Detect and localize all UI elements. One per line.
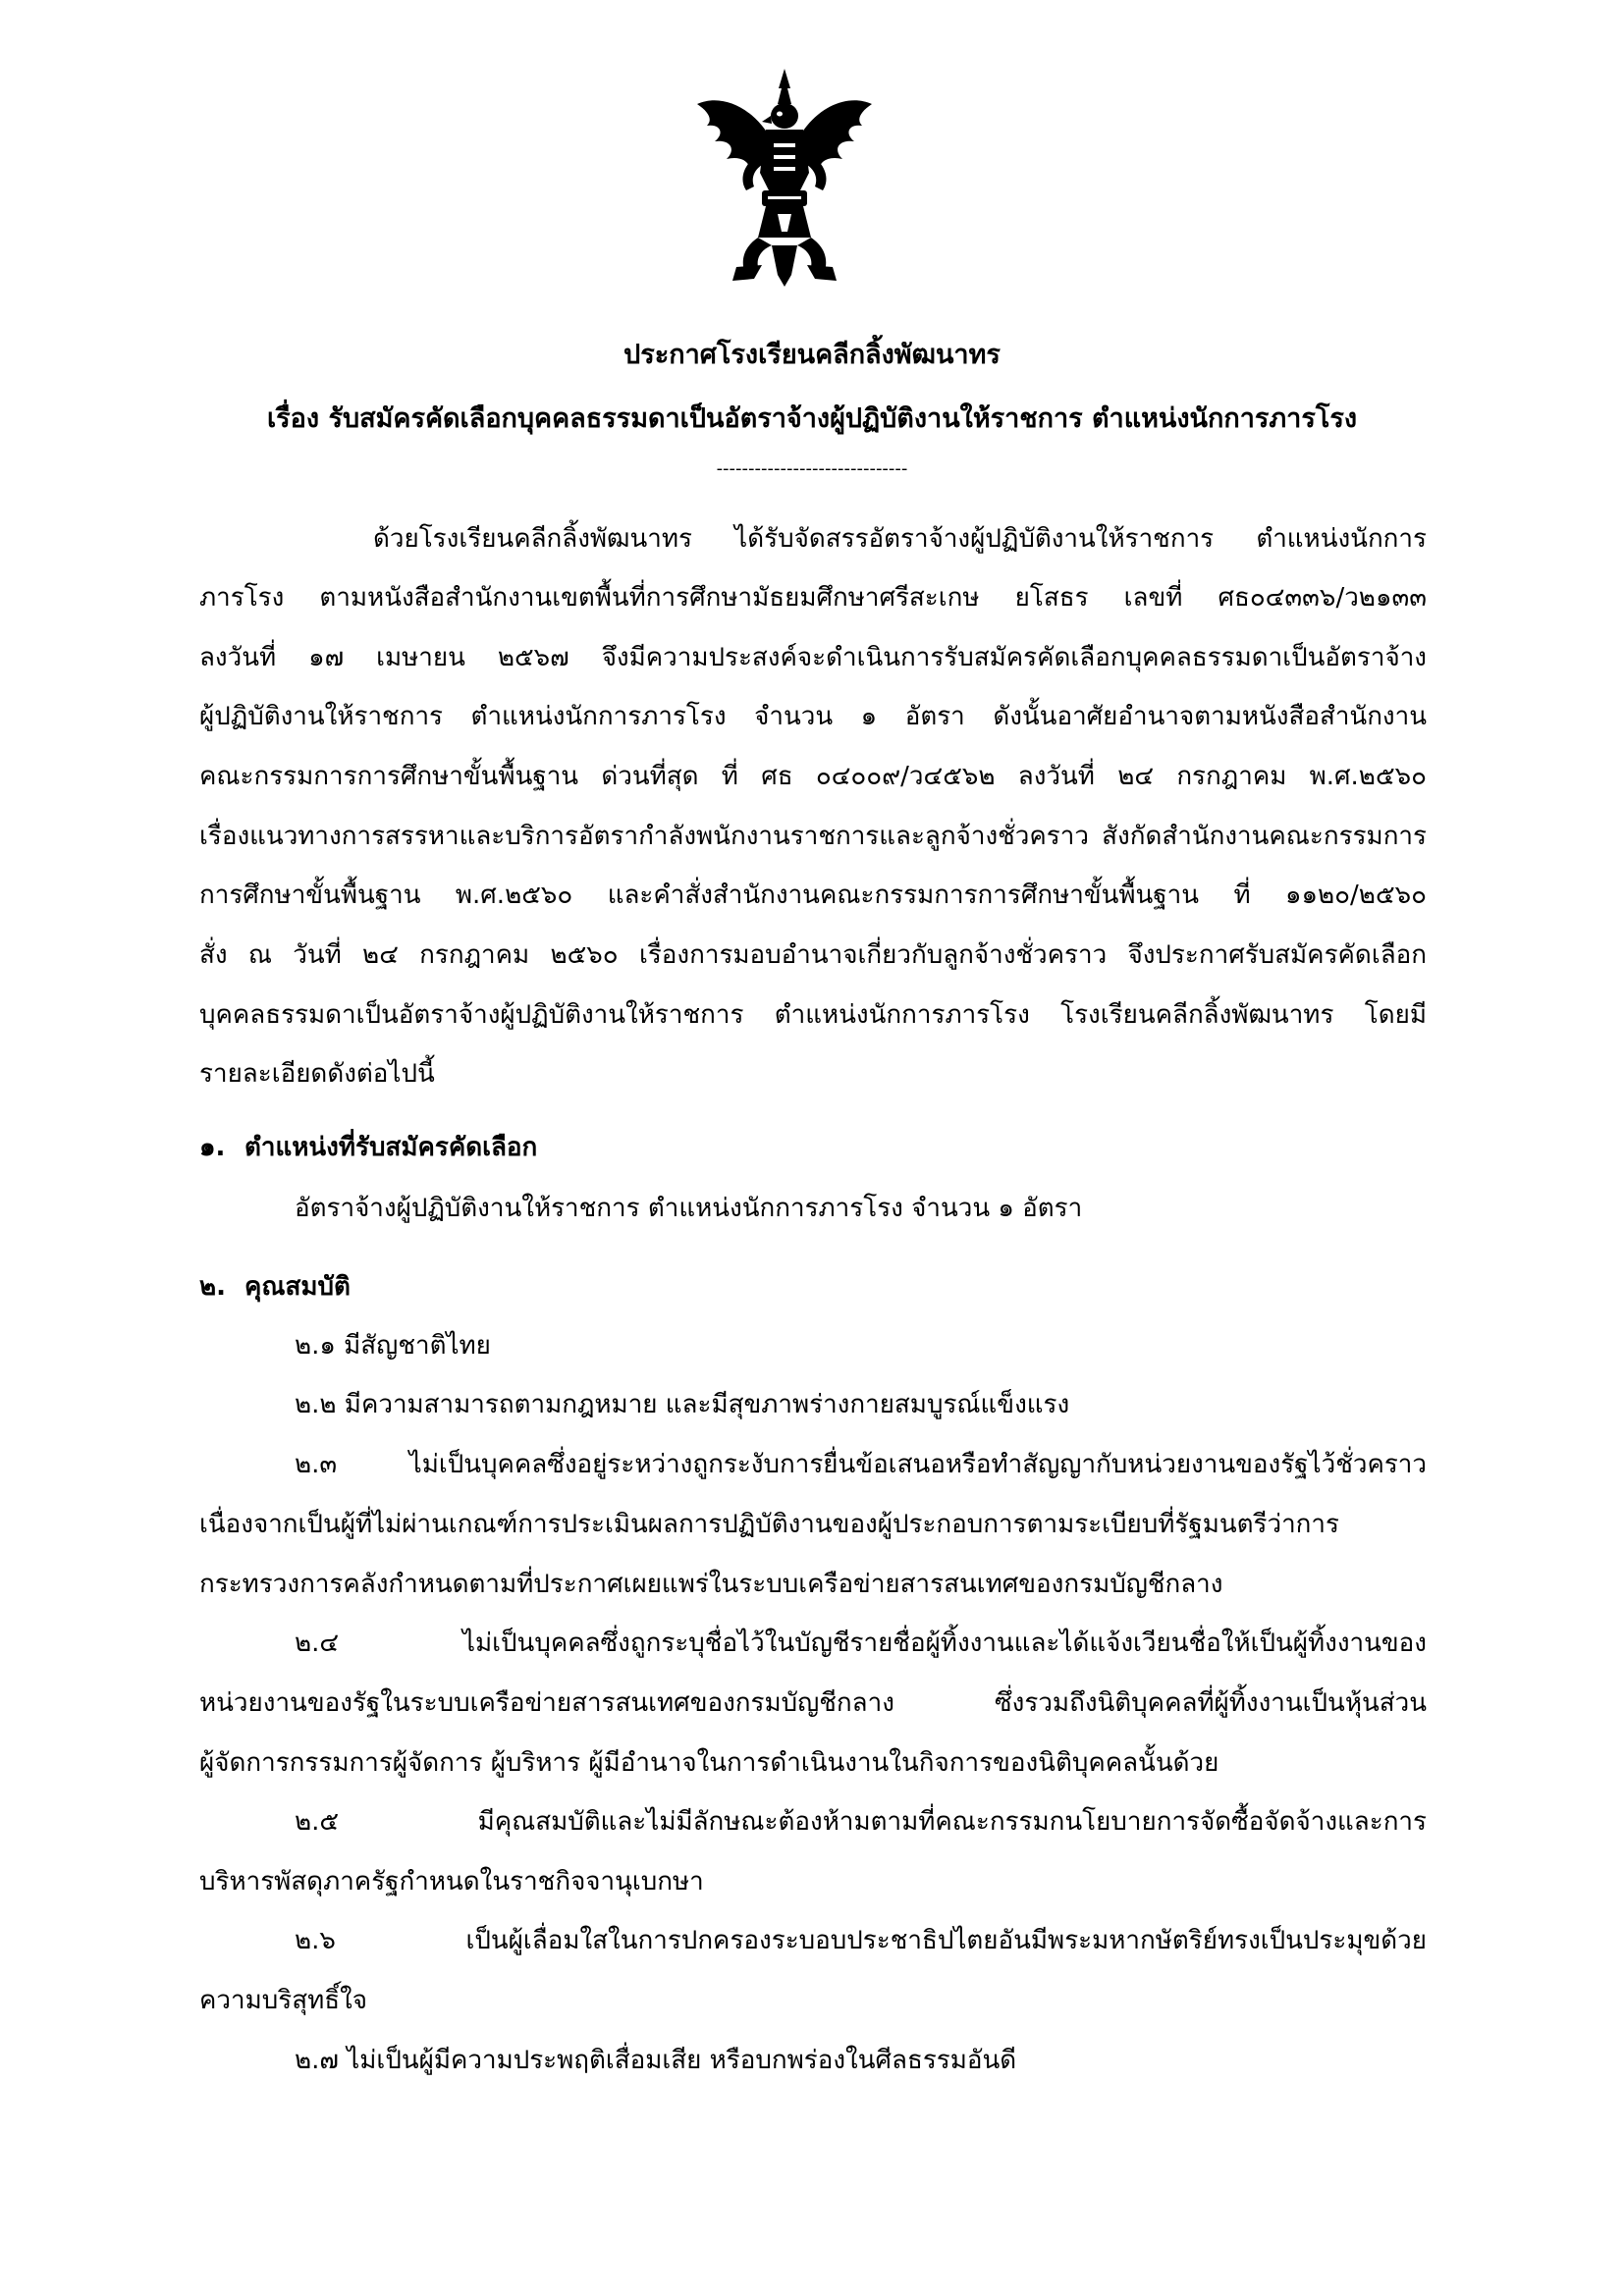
qualification-item: ๒.๒ มีความสามารถตามกฎหมาย และมีสุขภาพร่างกายสมบูรณ์แข็งแรง — [295, 1390, 1070, 1419]
section-1-heading — [199, 1130, 537, 1165]
qualification-item: ๒.๑ มีสัญชาติไทย — [295, 1331, 491, 1361]
qualification-item: ๒.๔ ไม่เป็นบุคคลซึ่งถูกระบุชื่อไว้ในบัญชีรายชื่อผู้ทิ้งงานและได้แจ้งเวียนชื่อให้เป็นผู้ทิ้งงานของ — [295, 1629, 1427, 1658]
section-1-body: อัตราจ้างผู้ปฏิบัติงานให้ราชการ ตำแหน่งนักการภารโรง จำนวน ๑ อัตรา — [295, 1194, 1083, 1223]
qualification-item: ๒.๕ มีคุณสมบัติและไม่มีลักษณะต้องห้ามตามที่คณะกรรมกนโยบายการจัดซื้อจัดจ้างและการ — [295, 1807, 1427, 1837]
section-number: ๒. — [199, 1272, 227, 1302]
section-number: ๑. — [199, 1133, 226, 1162]
qualification-item-cont: ความบริสุทธิ์ใจ — [199, 1986, 368, 2015]
qualification-item: ๒.๗ ไม่เป็นผู้มีความประพฤติเสื่อมเสีย หรือบกพร่องในศีลธรรมอันดี — [295, 2046, 1017, 2075]
qualification-item: ๒.๖ เป็นผู้เลื่อมใสในการปกครองระบอบประชาธิปไตยอันมีพระมหากษัตริย์ทรงเป็นประมุขด้วย — [295, 1926, 1427, 1955]
intro-line: รายละเอียดดังต่อไปนี้ — [199, 1059, 435, 1089]
intro-line: คณะกรรมการการศึกษาขั้นพื้นฐาน ด่วนที่สุด ที่ ศธ ๐๔๐๐๙/ว๔๕๖๒ ลงวันที่ ๒๔ กรกฎาคม พ.ศ.๒๕๖๐ — [199, 762, 1427, 791]
qualification-item-cont: ผู้จัดการกรรมการผู้จัดการ ผู้บริหาร ผู้มีอำนาจในการดำเนินงานในกิจการของนิติบุคคลนั้นด้วย — [199, 1748, 1219, 1778]
intro-line: ด้วยโรงเรียนคลีกลิ้งพัฒนาทร ได้รับจัดสรรอัตราจ้างผู้ปฏิบัติงานให้ราชการ ตำแหน่งนักการ — [373, 524, 1427, 554]
intro-line: ภารโรง ตามหนังสือสำนักงานเขตพื้นที่การศึกษามัธยมศึกษาศรีสะเกษ ยโสธร เลขที่ ศธ๐๔๓๓๖/ว๒๑๓๓ — [199, 583, 1427, 613]
announcement-subject: เรื่อง รับสมัครคัดเลือกบุคคลธรรมดาเป็นอัตราจ้างผู้ปฏิบัติงานให้ราชการ ตำแหน่งนักการภารโรง — [266, 403, 1358, 434]
intro-line: ผู้ปฏิบัติงานให้ราชการ ตำแหน่งนักการภารโรง จำนวน ๑ อัตรา ดังนั้นอาศัยอำนาจตามหนังสือสำนักงาน — [199, 702, 1427, 731]
section-2-heading — [199, 1269, 351, 1305]
garuda-emblem-icon — [689, 65, 880, 291]
qualification-item-cont: บริหารพัสดุภาครัฐกำหนดในราชกิจจานุเบกษา — [199, 1867, 704, 1896]
intro-line: บุคคลธรรมดาเป็นอัตราจ้างผู้ปฏิบัติงานให้ราชการ ตำแหน่งนักการภารโรง โรงเรียนคลีกลิ้งพัฒนาทร โดยมี — [199, 1000, 1427, 1030]
section-title: คุณสมบัติ — [244, 1272, 351, 1302]
section-title: ตำแหน่งที่รับสมัครคัดเลือก — [244, 1133, 538, 1162]
intro-line: การศึกษาขั้นพื้นฐาน พ.ศ.๒๕๖๐ และคำสั่งสำนักงานคณะกรรมการการศึกษาขั้นพื้นฐาน ที่ ๑๑๒๐/๒๕๖๐ — [199, 881, 1427, 910]
qualification-item-cont: เนื่องจากเป็นผู้ที่ไม่ผ่านเกณฑ์การประเมินผลการปฏิบัติงานของผู้ประกอบการตามระเบียบที่รัฐมนตรีว่าการ — [199, 1510, 1339, 1539]
intro-line: สั่ง ณ วันที่ ๒๔ กรกฎาคม ๒๕๖๐ เรื่องการมอบอำนาจเกี่ยวกับลูกจ้างชั่วคราว จึงประกาศรับสมัครคัดเลือก — [199, 940, 1427, 970]
qualification-item: ๒.๓ ไม่เป็นบุคคลซึ่งอยู่ระหว่างถูกระงับการยื่นข้อเสนอหรือทำสัญญากับหน่วยงานของรัฐไว้ชั่วคราว — [295, 1450, 1427, 1479]
intro-line: ลงวันที่ ๑๗ เมษายน ๒๕๖๗ จึงมีความประสงค์จะดำเนินการรับสมัครคัดเลือกบุคคลธรรมดาเป็นอัตราจ้าง — [199, 643, 1427, 672]
title-separator: ------------------------------ — [716, 458, 908, 479]
qualification-item-cont: กระทรวงการคลังกำหนดตามที่ประกาศเผยแพร่ในระบบเครือข่ายสารสนเทศของกรมบัญชีกลาง — [199, 1570, 1223, 1599]
qualification-item-cont: หน่วยงานของรัฐในระบบเครือข่ายสารสนเทศของกรมบัญชีกลาง ซึ่งรวมถึงนิติบุคคลที่ผู้ทิ้งงานเป็นหุ้นส่วน — [199, 1688, 1427, 1718]
intro-line: เรื่องแนวทางการสรรหาและบริการอัตรากำลังพนักงานราชการและลูกจ้างชั่วคราว สังกัดสำนักงานคณะกรรมการ — [199, 822, 1427, 851]
announcement-title: ประกาศโรงเรียนคลีกลิ้งพัฒนาทร — [623, 340, 1001, 370]
